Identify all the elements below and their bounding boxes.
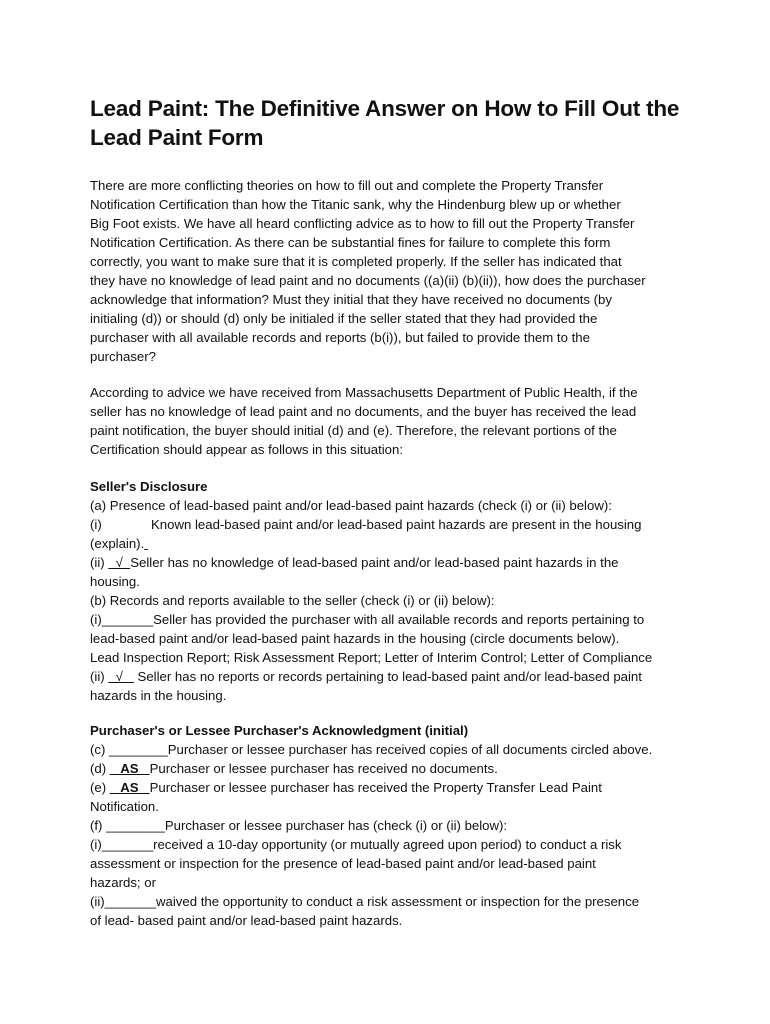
item-marker: (ii) bbox=[90, 669, 109, 684]
seller-item-a-ii bbox=[90, 553, 690, 572]
item-marker: (d) bbox=[90, 761, 110, 776]
seller-item-b: (b) Records and reports available to the seller (check (i) or (ii) below): bbox=[90, 593, 495, 608]
title-line: Lead Paint Form bbox=[90, 125, 264, 150]
page-title bbox=[90, 94, 710, 152]
initials-field: AS bbox=[109, 761, 150, 776]
purchaser-item-e-continued: Notification. bbox=[90, 799, 159, 814]
item-marker: (ii) bbox=[90, 894, 105, 909]
seller-item-b-i bbox=[90, 610, 690, 629]
item-marker: (c) bbox=[90, 742, 110, 757]
intro-line: Notification Certification. As there can be substantial fines for failure to complete this form bbox=[90, 235, 611, 250]
intro-line: purchaser with all available records and reports (b(i)), but failed to provide them to the bbox=[90, 330, 590, 345]
intro-line: purchaser? bbox=[90, 349, 156, 364]
blank-field bbox=[144, 536, 148, 551]
intro-line: correctly, you want to make sure that it is completed properly. If the seller has indicated that bbox=[90, 254, 622, 269]
purchaser-item-f bbox=[90, 816, 690, 835]
item-text: Purchaser or lessee purchaser has (check (i) or (ii) below): bbox=[164, 818, 508, 833]
purchaser-item-f-i-continued: assessment or inspection for the presence of lead-based paint and/or lead-based paint bbox=[90, 856, 596, 871]
item-marker: (i) bbox=[90, 837, 102, 852]
item-text: Seller has no knowledge of lead-based paint and/or lead-based paint hazards in the bbox=[130, 555, 619, 570]
item-text: (explain). bbox=[90, 536, 145, 551]
intro-line: Big Foot exists. We have all heard conflicting advice as to how to fill out the Property Transfer bbox=[90, 216, 635, 231]
item-text: Seller has provided the purchaser with all available records and reports pertaining to bbox=[153, 612, 645, 627]
seller-disclosure-section bbox=[90, 477, 690, 705]
item-text: waived the opportunity to conduct a risk assessment or inspection for the presence bbox=[156, 894, 640, 909]
item-text: Purchaser or lessee purchaser has received the Property Transfer Lead Paint bbox=[149, 780, 602, 795]
advice-paragraph bbox=[90, 383, 690, 459]
checkmark-field: √ bbox=[108, 669, 134, 684]
seller-item-a-ii-continued: housing. bbox=[90, 574, 140, 589]
intro-line: they have no knowledge of lead paint and no documents ((a)(ii) (b)(ii)), how does the purchaser bbox=[90, 273, 646, 288]
document-list: Lead Inspection Report; Risk Assessment Report; Letter of Interim Control; Letter of Compliance bbox=[90, 650, 653, 665]
intro-line: Notification Certification than how the Titanic sank, why the Hindenburg blew up or whether bbox=[90, 197, 621, 212]
purchaser-item-f-ii bbox=[90, 892, 690, 911]
seller-item-b-i-continued: lead-based paint and/or lead-based paint hazards in the housing (circle documents below). bbox=[90, 631, 620, 646]
seller-item-a-i bbox=[90, 515, 690, 534]
checkmark-field: √ bbox=[108, 555, 131, 570]
advice-line: Certification should appear as follows in this situation: bbox=[90, 442, 404, 457]
item-text: Seller has no reports or records pertaining to lead-based paint and/or lead-based paint bbox=[133, 669, 642, 684]
title-line: Lead Paint: The Definitive Answer on How to Fill Out the bbox=[90, 96, 680, 121]
purchaser-item-d bbox=[90, 759, 690, 778]
intro-paragraph bbox=[90, 176, 690, 366]
initials-field: AS bbox=[109, 780, 150, 795]
item-marker: (ii) bbox=[90, 555, 109, 570]
purchaser-item-e bbox=[90, 778, 690, 797]
seller-disclosure-heading: Seller's Disclosure bbox=[90, 479, 208, 494]
seller-item-b-ii-continued: hazards in the housing. bbox=[90, 688, 227, 703]
item-text: Purchaser or lessee purchaser has received copies of all documents circled above. bbox=[167, 742, 653, 757]
advice-line: paint notification, the buyer should initial (d) and (e). Therefore, the relevant portions of the bbox=[90, 423, 617, 438]
intro-line: There are more conflicting theories on how to fill out and complete the Property Transfer bbox=[90, 178, 604, 193]
item-marker: (i) bbox=[90, 517, 102, 532]
seller-item-a: (a) Presence of lead-based paint and/or lead-based paint hazards (check (i) or (ii) below): bbox=[90, 498, 612, 513]
advice-line: seller has no knowledge of lead paint and no documents, and the buyer has received the lead bbox=[90, 404, 637, 419]
item-text: received a 10-day opportunity (or mutually agreed upon period) to conduct a risk bbox=[153, 837, 622, 852]
advice-line: According to advice we have received from Massachusetts Department of Public Health, if the bbox=[90, 385, 638, 400]
intro-line: initialing (d)) or should (d) only be initialed if the seller stated that they had provided the bbox=[90, 311, 598, 326]
blank-field: ________ bbox=[109, 742, 168, 757]
purchaser-item-f-i bbox=[90, 835, 690, 854]
intro-line: acknowledge that information? Must they initial that they have received no documents (by bbox=[90, 292, 612, 307]
purchaser-item-f-i-continued: hazards; or bbox=[90, 875, 156, 890]
blank-field: _______ bbox=[101, 612, 154, 627]
purchaser-acknowledgment-section bbox=[90, 721, 690, 930]
blank-field: _______ bbox=[104, 894, 156, 909]
blank-field: _______ bbox=[101, 837, 154, 852]
seller-item-b-ii bbox=[90, 667, 690, 686]
item-marker: (f) bbox=[90, 818, 107, 833]
item-text: Known lead-based paint and/or lead-based paint hazards are present in the housing bbox=[151, 517, 642, 532]
purchaser-item-c bbox=[90, 740, 690, 759]
purchaser-item-f-ii-continued: of lead- based paint and/or lead-based paint hazards. bbox=[90, 913, 403, 928]
item-marker: (e) bbox=[90, 780, 110, 795]
seller-item-a-i-continued bbox=[90, 534, 690, 553]
item-marker: (i) bbox=[90, 612, 102, 627]
blank-field: ________ bbox=[106, 818, 165, 833]
item-text: Purchaser or lessee purchaser has received no documents. bbox=[149, 761, 498, 776]
purchaser-acknowledgment-heading: Purchaser's or Lessee Purchaser's Acknowledgment (initial) bbox=[90, 723, 469, 738]
